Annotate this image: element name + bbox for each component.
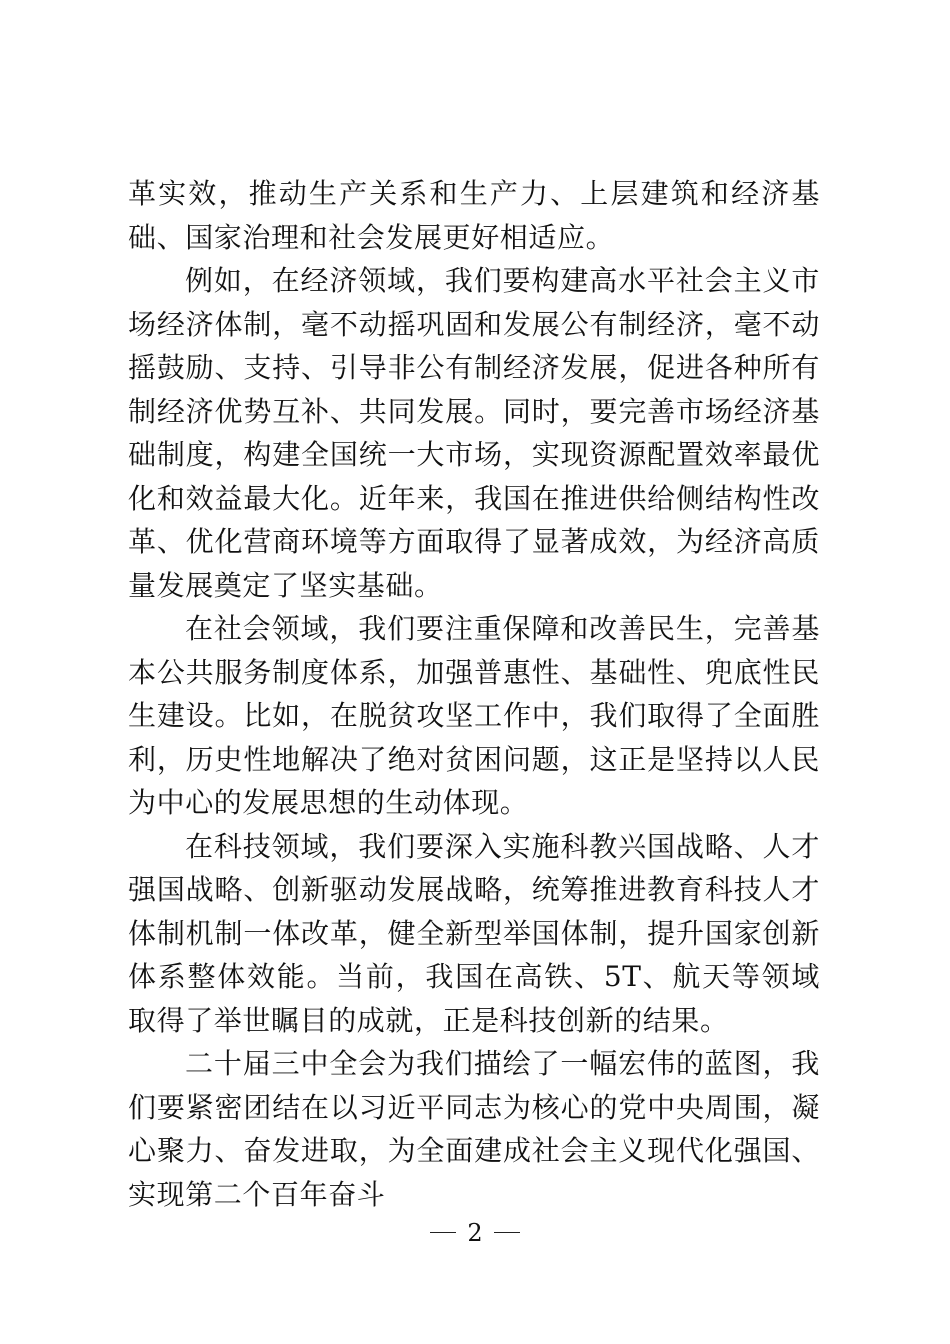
paragraph-society: 在社会领域，我们要注重保障和改善民生，完善基本公共服务制度体系，加强普惠性、基础性、兜底性民生建设。比如，在脱贫攻坚工作中，我们取得了全面胜利，历史性地解决了绝对贫困问题，这正是坚持以人民为中心的发展思想的生动体现。	[128, 612, 820, 819]
page-number-left-dash	[430, 1232, 456, 1233]
paragraph-continuation: 革实效，推动生产关系和生产力、上层建筑和经济基础、国家治理和社会发展更好相适应。	[128, 177, 820, 254]
page-number: 2	[467, 1218, 483, 1247]
paragraph-economy: 例如，在经济领域，我们要构建高水平社会主义市场经济体制，毫不动摇巩固和发展公有制经济，毫不动摇鼓励、支持、引导非公有制经济发展，促进各种所有制经济优势互补、共同发展。同时，要完善市场经济基础制度，构建全国统一大市场，实现资源配置效率最优化和效益最大化。近年来，我国在推进供给侧结构性改革、优化营商环境等方面取得了显著成效，为经济高质量发展奠定了坚实基础。	[128, 264, 820, 602]
page-number-footer	[0, 1216, 950, 1248]
paragraph-conclusion: 二十届三中全会为我们描绘了一幅宏伟的蓝图，我们要紧密团结在以习近平同志为核心的党中央周围，凝心聚力、奋发进取，为全面建成社会主义现代化强国、实现第二个百年奋斗	[128, 1047, 820, 1211]
page-number-right-dash	[494, 1232, 520, 1233]
paragraph-technology: 在科技领域，我们要深入实施科教兴国战略、人才强国战略、创新驱动发展战略，统筹推进教育科技人才体制机制一体改革，健全新型举国体制，提升国家创新体系整体效能。当前，我国在高铁、5T、航天等领域取得了举世瞩目的成就，正是科技创新的结果。	[128, 829, 820, 1037]
body-text	[128, 172, 820, 1216]
